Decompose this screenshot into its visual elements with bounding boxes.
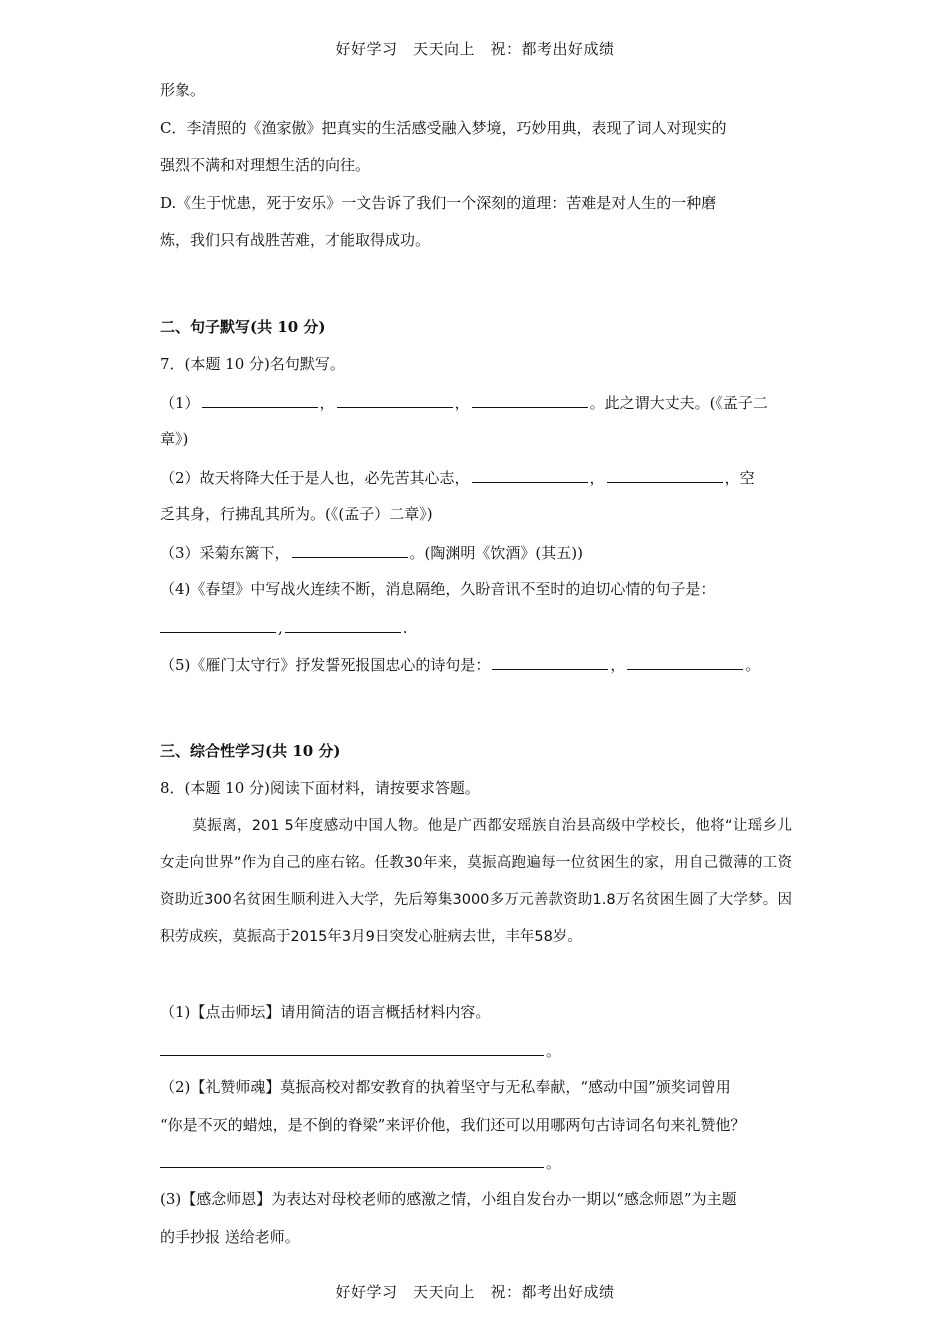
q7-item-2-line-2: 乏其身，行拂乱其所为。(《(孟子）二章》) bbox=[160, 505, 433, 523]
q8-sub-1-answer: 。 bbox=[160, 1040, 792, 1061]
answer-blank[interactable] bbox=[285, 617, 401, 633]
q7-item-5: （5)《雁门太守行》抒发誓死报国忠心的诗句是： ， 。 bbox=[160, 656, 761, 674]
q8-stem: 8．(本题 10 分)阅读下面材料，请按要求答题。 bbox=[160, 779, 480, 797]
q7-stem: 7．(本题 10 分)名句默写。 bbox=[160, 355, 345, 373]
answer-line[interactable] bbox=[160, 1152, 544, 1168]
answer-blank[interactable] bbox=[492, 654, 608, 670]
answer-blank[interactable] bbox=[337, 392, 453, 408]
q8-sub-2: （2)【礼赞师魂】莫振高校对都安教育的执着坚守与无私奉献，“感动中国”颁奖词曾用 bbox=[160, 1078, 731, 1096]
page-header: 好好学习 天天向上 祝：都考出好成绩 bbox=[335, 40, 615, 58]
q8-sub-2-line-2: “你是不灭的蜡烛，是不倒的脊梁”来评价他，我们还可以用哪两句古诗词名句来礼赞他？ bbox=[160, 1116, 746, 1134]
answer-blank[interactable] bbox=[627, 654, 743, 670]
option-b-tail: 形象。 bbox=[160, 81, 206, 99]
q7-item-4-blanks: , . bbox=[160, 617, 792, 638]
q8-sub-3: (3)【感念师恩】为表达对母校老师的感激之情，小组自发台办一期以“感念师恩”为主题 bbox=[160, 1190, 737, 1208]
q8-sub-3-line-2: 的手抄报 送给老师。 bbox=[160, 1228, 300, 1246]
q8-sub-2-answer: 。 bbox=[160, 1152, 792, 1173]
section-2-heading: 二、句子默写(共 10 分) bbox=[160, 318, 326, 336]
q7-item-1: （1） ， ， 。此之谓大丈夫。(《孟子二 bbox=[160, 394, 768, 412]
option-d-line-1: D.《生于忧患，死于安乐》一文告诉了我们一个深刻的道理：苦难是对人生的一种磨 bbox=[160, 194, 717, 212]
answer-blank[interactable] bbox=[607, 467, 723, 483]
answer-blank[interactable] bbox=[202, 392, 318, 408]
answer-line[interactable] bbox=[160, 1040, 544, 1056]
answer-blank[interactable] bbox=[472, 392, 588, 408]
q8-sub-1: （1)【点击师坛】请用简洁的语言概括材料内容。 bbox=[160, 1003, 491, 1021]
answer-blank[interactable] bbox=[292, 542, 408, 558]
q7-item-3: （3）采菊东篱下， 。(陶渊明《饮酒》(其五)) bbox=[160, 544, 583, 562]
q7-item-4: （4)《春望》中写战火连续不断，消息隔绝，久盼音讯不至时的迫切心情的句子是： bbox=[160, 580, 716, 598]
page-footer: 好好学习 天天向上 祝：都考出好成绩 bbox=[335, 1283, 615, 1301]
option-c-line-2: 强烈不满和对理想生活的向往。 bbox=[160, 156, 371, 174]
option-c-line-1: C．李清照的《渔家傲》把真实的生活感受融入梦境，巧妙用典，表现了词人对现实的 bbox=[160, 119, 727, 137]
answer-blank[interactable] bbox=[472, 467, 588, 483]
section-3-heading: 三、综合性学习(共 10 分) bbox=[160, 742, 341, 760]
option-d-line-2: 炼，我们只有战胜苦难，才能取得成功。 bbox=[160, 231, 431, 249]
q7-item-1-line-2: 章》) bbox=[160, 430, 189, 448]
q8-passage: 莫振离，201 5年度感动中国人物。他是广西都安瑶族自治县高级中学校长，他将“让瑶乡儿女走向世界”作为自己的座右铭。任教30年来，莫振高跑遍每一位贫困生的家，用自己微薄的工资资助近300名贫困生顺利进入大学，先后筹集3000多万元善款资助1.8万名贫困生圆了大学梦。因积劳成疾，莫振高于2015年3月9日突发心脏病去世，丰年58岁。 bbox=[160, 818, 792, 945]
q7-item-2: （2）故天将降大任于是人也，必先苦其心志， ， ，空 bbox=[160, 469, 755, 487]
answer-blank[interactable] bbox=[160, 617, 276, 633]
